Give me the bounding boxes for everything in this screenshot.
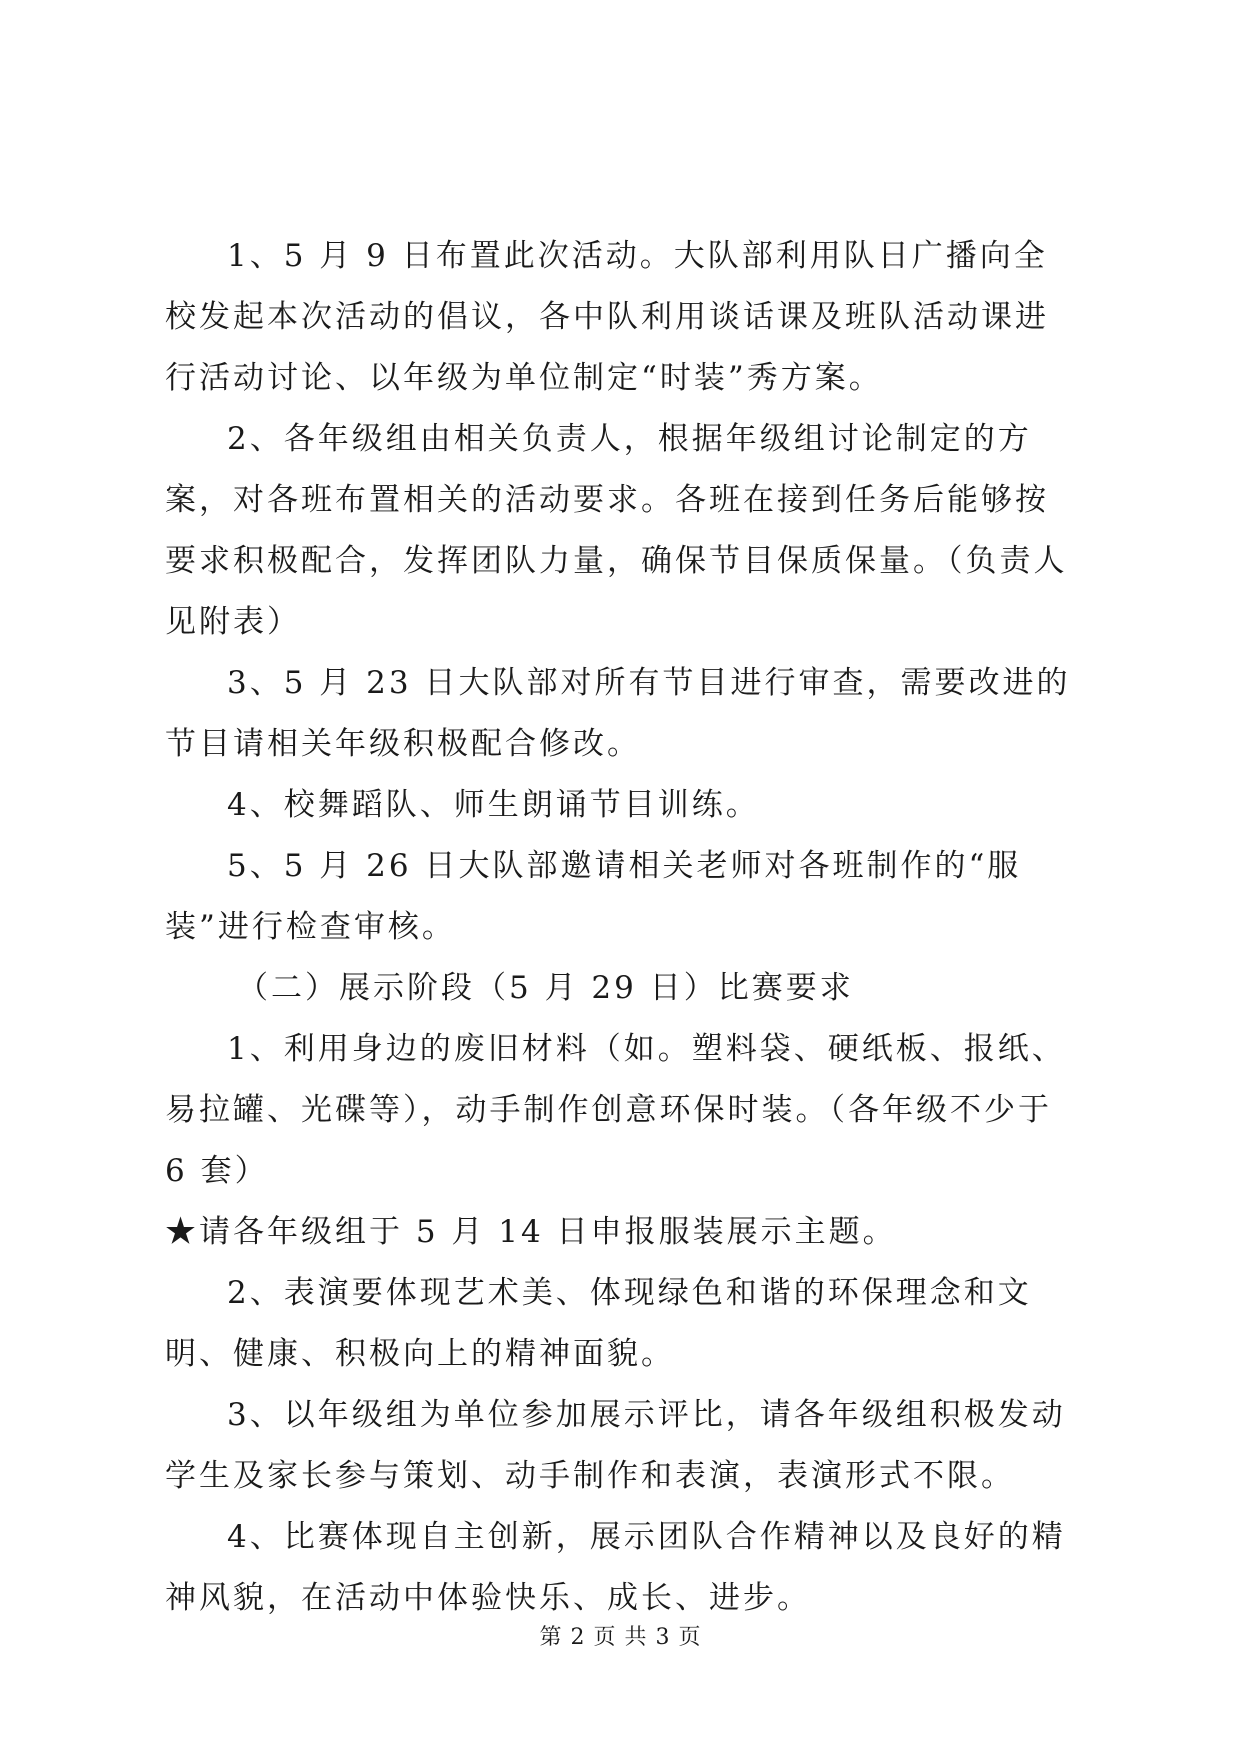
paragraph-step-4: 4、校舞蹈队、师生朗诵节目训练。 bbox=[227, 787, 760, 823]
paragraph-step-2: 2、各年级组由相关负责人，根据年级组讨论制定的方案，对各班布置相关的活动要求。各班在接到任务后能够按要求积极配合，发挥团队力量，确保节目保质保量。（负责人见附表） bbox=[165, 421, 1068, 640]
page-footer: 第 2 页 共 3 页 bbox=[539, 1625, 702, 1650]
paragraph-star-note: ★请各年级组于 5 月 14 日申报服装展示主题。 bbox=[165, 1214, 897, 1250]
paragraph-requirement-3: 3、以年级组为单位参加展示评比，请各年级组积极发动学生及家长参与策划、动手制作和表演，表演形式不限。 bbox=[165, 1397, 1066, 1494]
document-body bbox=[165, 226, 1080, 1629]
paragraph-step-1: 1、5 月 9 日布置此次活动。大队部利用队日广播向全校发起本次活动的倡议，各中队利用谈话课及班队活动课进行活动讨论、以年级为单位制定“时装”秀方案。 bbox=[165, 238, 1049, 396]
paragraph-step-3: 3、5 月 23 日大队部对所有节目进行审查，需要改进的节目请相关年级积极配合修改。 bbox=[165, 665, 1071, 762]
paragraph-step-5: 5、5 月 26 日大队部邀请相关老师对各班制作的“服装”进行检查审核。 bbox=[165, 848, 1022, 945]
section-heading-display-stage: （二）展示阶段（5 月 29 日）比赛要求 bbox=[237, 970, 854, 1006]
paragraph-requirement-1: 1、利用身边的废旧材料（如。塑料袋、硬纸板、报纸、易拉罐、光碟等），动手制作创意环保时装。（各年级不少于 6 套） bbox=[165, 1031, 1066, 1189]
paragraph-requirement-2: 2、表演要体现艺术美、体现绿色和谐的环保理念和文明、健康、积极向上的精神面貌。 bbox=[165, 1275, 1032, 1372]
paragraph-requirement-4: 4、比赛体现自主创新，展示团队合作精神以及良好的精神风貌，在活动中体验快乐、成长、进步。 bbox=[165, 1519, 1066, 1616]
